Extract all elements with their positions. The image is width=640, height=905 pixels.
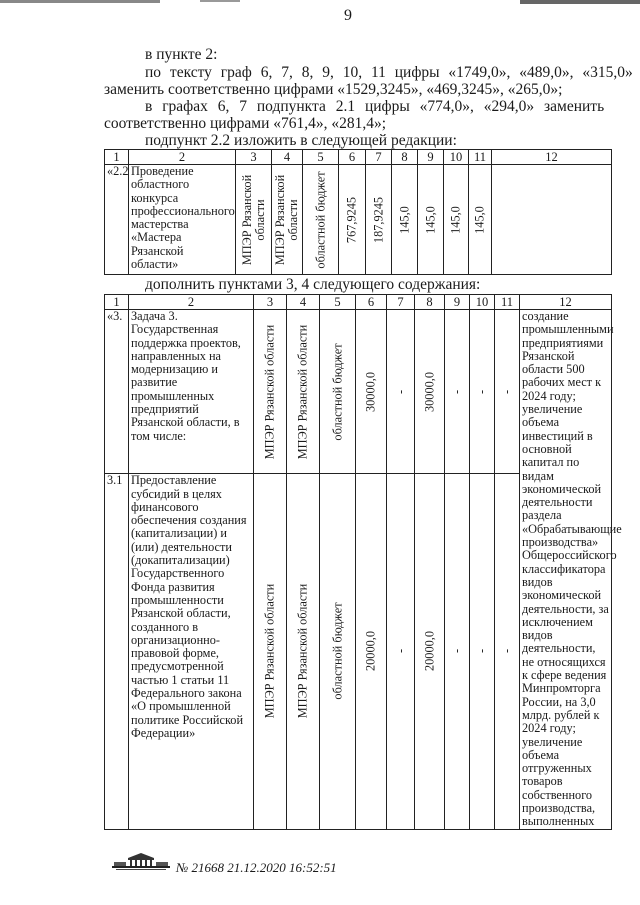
amount-cell (392, 165, 418, 275)
amount-cell (444, 165, 469, 275)
header-cell: 3 (236, 150, 272, 165)
header-cell: 1 (105, 150, 129, 165)
amount-cell (469, 165, 492, 275)
amount-dash: - (474, 389, 489, 394)
scan-edge-artifact (0, 0, 640, 8)
table-items-3-4 (104, 294, 622, 830)
amount-cell (445, 310, 470, 474)
amount-cell (387, 474, 415, 829)
event-name: Задача 3. Государственная поддержка проектов, направленных на модернизацию и развитие промышленных предприятий Рязанской области, в том числе: (129, 310, 254, 474)
amount-cell (470, 310, 495, 474)
amount-dash: - (449, 649, 464, 654)
event-name: Проведение областного конкурса профессионального мастерства «Мастера Рязанской области» (129, 165, 236, 275)
page-number: 9 (344, 7, 352, 24)
header-cell: 5 (303, 150, 339, 165)
amount-cell (495, 474, 520, 829)
amount-year: 145,0 (423, 205, 437, 234)
amount-total: 30000,0 (363, 371, 378, 412)
header-cell: 10 (470, 295, 495, 310)
amount-dash: - (449, 389, 464, 394)
paragraph-columns-6-7: в графах 6, 7 подпункта 2.1 цифры «774,0», «294,0» заменить (145, 98, 605, 115)
table-header-row (105, 150, 612, 165)
table-subitem-2-2 (104, 149, 612, 275)
amount-year: 145,0 (397, 205, 411, 234)
row-number: 3.1 (105, 474, 129, 829)
amount-cell (470, 474, 495, 829)
header-cell: 4 (272, 150, 303, 165)
paragraph-columns-6-7-cont: соответственно цифрами «761,4», «281,4»; (104, 115, 387, 132)
amount-cell (339, 165, 366, 275)
coexecutor-text: МПЭР Рязанской области (295, 324, 310, 459)
header-cell: 5 (320, 295, 356, 310)
header-cell: 12 (520, 295, 612, 310)
table-row (105, 165, 612, 275)
header-cell: 12 (492, 150, 612, 165)
row-number: «3. (105, 310, 129, 474)
header-cell: 2 (129, 150, 236, 165)
result-cell (492, 165, 612, 275)
executor-text: МПЭР Рязанской области (239, 174, 267, 265)
table-row (105, 310, 612, 474)
funding-source-cell (303, 165, 339, 275)
amount-year: 145,0 (448, 205, 463, 234)
header-cell: 9 (445, 295, 470, 310)
row-number: «2.2 (105, 165, 129, 275)
executor-cell (254, 474, 287, 829)
coexecutor-cell (272, 165, 303, 275)
amount-dash: - (499, 389, 514, 394)
executor-cell (236, 165, 272, 275)
amount-cell (495, 310, 520, 474)
header-cell: 7 (387, 295, 415, 310)
header-cell: 8 (392, 150, 418, 165)
amount-dash: - (499, 649, 514, 654)
funding-source-cell (320, 474, 356, 829)
header-cell: 7 (366, 150, 392, 165)
header-cell: 11 (495, 295, 520, 310)
document-registration-stamp: № 21668 21.12.2020 16:52:51 (176, 860, 337, 875)
amount-dash: - (474, 649, 489, 654)
amount-year: 187,9245 (371, 196, 385, 243)
amount-cell (445, 474, 470, 829)
paragraph-in-item-2: в пункте 2: (145, 46, 218, 63)
amount-total: 767,9245 (344, 196, 359, 243)
header-cell: 2 (129, 295, 254, 310)
amount-cell (387, 310, 415, 474)
executor-text: МПЭР Рязанской области (262, 324, 277, 459)
header-cell: 9 (418, 150, 444, 165)
amount-cell (356, 310, 387, 474)
header-cell: 1 (105, 295, 129, 310)
header-cell: 11 (469, 150, 492, 165)
amount-cell (418, 165, 444, 275)
amount-cell (415, 474, 445, 829)
event-name: Предоставление субсидий в целях финансового обеспечения создания (капитализации) и (или) деятельности (докапитализации) Государственного Фонда развития промышленности Рязанской области, созданного в организационно-правовой форме, предусмотренной частью 1 статьи 11 Федерального закона «О промышленной политике Российской Федерации» (129, 474, 254, 829)
government-building-stamp-icon (110, 852, 172, 872)
header-cell: 6 (356, 295, 387, 310)
coexecutor-cell (287, 474, 320, 829)
amount-dash: - (393, 649, 407, 654)
amount-year: 145,0 (472, 205, 487, 234)
coexecutor-text: МПЭР Рязанской области (295, 584, 310, 719)
funding-source-text: областной бюджет (313, 170, 327, 269)
coexecutor-cell (287, 310, 320, 474)
paragraph-add-items: дополнить пунктами 3, 4 следующего содержания: (145, 276, 481, 293)
paragraph-subitem-2-2: подпункт 2.2 изложить в следующей редакции: (145, 132, 457, 149)
header-cell: 4 (287, 295, 320, 310)
amount-cell (356, 474, 387, 829)
result-cell: создание промышленными предприятиями Рязанской области 500 рабочих мест к 2024 году; увеличение объема инвестиций в основной капитал по видам экономической деятельности раздела «Обрабатывающие производства» Общероссийского классификатора видов экономической деятельности, за исключением видов деятельности, не относящихся к сфере ведения Минпромторга России, на 3,0 млрд. рублей к 2024 году; увеличение объема отгруженных товаров собственного производства, выполненных (520, 310, 612, 830)
header-cell: 3 (254, 295, 287, 310)
funding-source-cell (320, 310, 356, 474)
coexecutor-text: МПЭР Рязанской области (273, 174, 300, 265)
amount-cell (366, 165, 392, 275)
executor-cell (254, 310, 287, 474)
amount-total: 20000,0 (363, 631, 378, 672)
amount-cell (415, 310, 445, 474)
amount-year: 20000,0 (422, 631, 436, 672)
executor-text: МПЭР Рязанской области (262, 584, 277, 719)
table-header-row (105, 295, 612, 310)
header-cell: 8 (415, 295, 445, 310)
paragraph-replace-text-cont: заменить соответственно цифрами «1529,3245», «469,3245», «265,0»; (104, 81, 563, 98)
funding-source-text: областной бюджет (330, 343, 344, 441)
header-cell: 10 (444, 150, 469, 165)
funding-source-text: областной бюджет (330, 602, 344, 700)
header-cell: 6 (339, 150, 366, 165)
amount-dash: - (393, 389, 407, 394)
amount-year: 30000,0 (422, 371, 436, 412)
paragraph-replace-text: по тексту граф 6, 7, 8, 9, 10, 11 цифры «1749,0», «489,0», «315,0» (145, 64, 633, 81)
